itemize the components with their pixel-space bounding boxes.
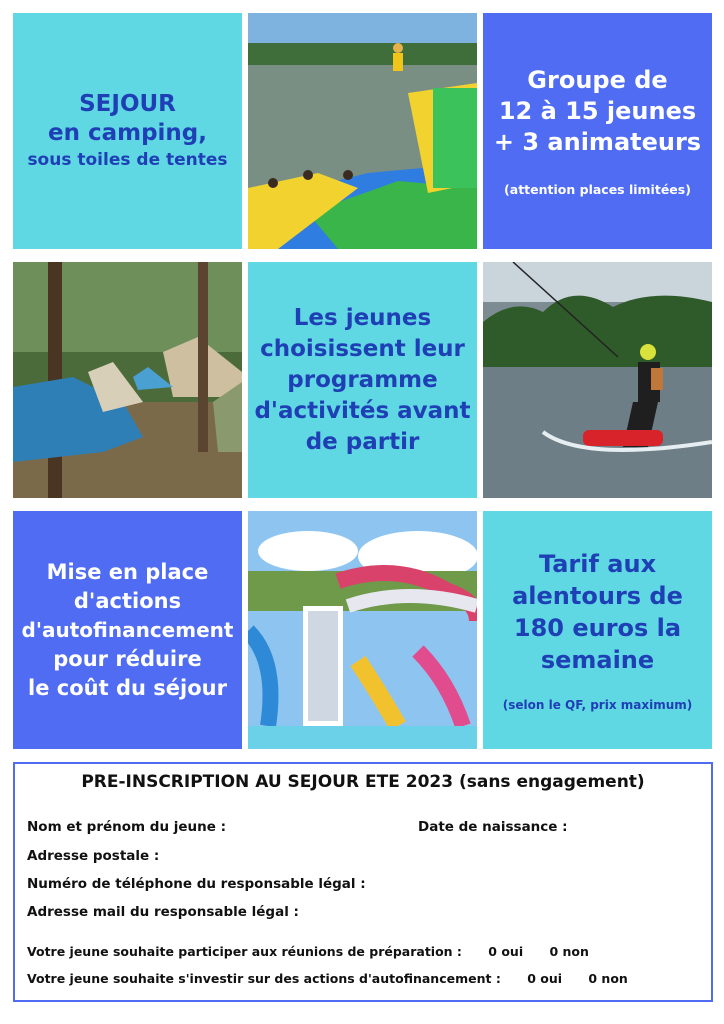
- tile-selffunding-line2: d'actions: [73, 588, 182, 613]
- tile-selffunding-line3: d'autofinancement: [21, 617, 234, 642]
- question-preparation: [27, 944, 589, 959]
- question-selffunding-text: Votre jeune souhaite s'investir sur des actions d'autofinancement :: [27, 971, 501, 986]
- question-preparation-text: Votre jeune souhaite participer aux réunions de préparation :: [27, 944, 462, 959]
- tile-group-line3: + 3 animateurs: [493, 128, 702, 156]
- waterslides-image: [248, 511, 477, 749]
- address-field-label[interactable]: Adresse postale :: [27, 848, 160, 864]
- tile-price: [483, 511, 712, 749]
- preparation-yes-option[interactable]: 0 oui: [488, 944, 524, 959]
- tile-program-line4: d'activités avant: [254, 397, 471, 424]
- campsite-tents-image: [13, 262, 242, 498]
- tile-selffunding-line1: Mise en place: [46, 559, 209, 584]
- tile-price-line2: alentours de: [512, 582, 683, 610]
- tile-program-line2: choisissent leur: [260, 335, 465, 362]
- aquapark-lake-image: [248, 13, 477, 249]
- tile-group-line2: 12 à 15 jeunes: [498, 97, 697, 125]
- preparation-no-option[interactable]: 0 non: [549, 944, 589, 959]
- selffunding-no-option[interactable]: 0 non: [588, 971, 628, 986]
- tile-group-note: (attention places limitées): [504, 182, 691, 197]
- photo-waterslides: [248, 511, 477, 749]
- photo-wakeboard: [483, 262, 712, 498]
- tile-program-line5: de partir: [305, 428, 420, 455]
- name-field-label[interactable]: Nom et prénom du jeune :: [27, 819, 227, 835]
- tile-selffunding: [13, 511, 242, 749]
- tile-camping-line2: en camping,: [47, 120, 208, 146]
- tile-program-line3: programme: [287, 366, 438, 393]
- tile-camping-line3: sous toiles de tentes: [27, 150, 228, 170]
- tile-selffunding-line4: pour réduire: [53, 646, 202, 671]
- email-field-label[interactable]: Adresse mail du responsable légal :: [27, 904, 299, 920]
- preregistration-form: [13, 762, 713, 1002]
- tile-selffunding-line5: le coût du séjour: [28, 675, 227, 700]
- photo-aquapark-lake: [248, 13, 477, 249]
- form-title: PRE-INSCRIPTION AU SEJOUR ETE 2023 (sans engagement): [81, 772, 645, 792]
- question-selffunding: [27, 971, 628, 986]
- tile-camping: [13, 13, 242, 249]
- tile-price-line1: Tarif aux: [538, 550, 657, 578]
- wakeboard-image: [483, 262, 712, 498]
- tile-program-line1: Les jeunes: [293, 304, 432, 331]
- tile-price-note: (selon le QF, prix maximum): [502, 698, 693, 712]
- selffunding-yes-option[interactable]: 0 oui: [527, 971, 563, 986]
- tile-price-line4: semaine: [540, 646, 655, 674]
- tile-group-line1: Groupe de: [527, 66, 668, 94]
- photo-campsite-tents: [13, 262, 242, 498]
- phone-field-label[interactable]: Numéro de téléphone du responsable légal :: [27, 876, 366, 892]
- tile-group: [483, 13, 712, 249]
- tile-price-line3: 180 euros la: [513, 614, 682, 642]
- tile-program: [248, 262, 477, 498]
- tile-camping-line1: SEJOUR: [79, 91, 176, 117]
- birthdate-field-label[interactable]: Date de naissance :: [418, 819, 568, 835]
